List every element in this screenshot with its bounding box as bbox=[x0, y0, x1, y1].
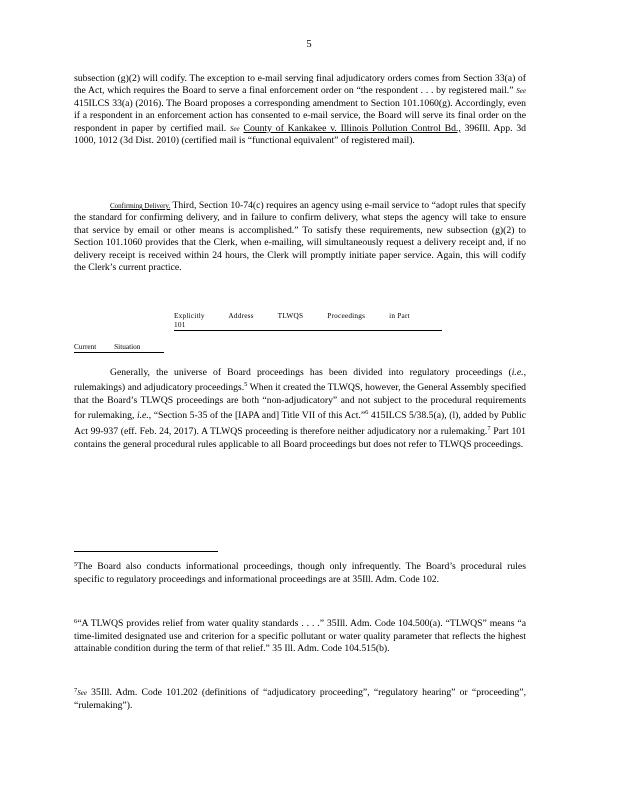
footnote-number: 6 bbox=[74, 618, 78, 625]
case-citation: County of Kankakee v. Illinois Pollution Control Bd., bbox=[243, 122, 461, 134]
ie-abbrev: i.e. bbox=[511, 367, 524, 378]
see-signal: See bbox=[77, 689, 87, 697]
subheading-word: Current bbox=[74, 342, 97, 351]
para3-text-2: , rulemakings) and adjudicatory proceedings. bbox=[74, 367, 526, 394]
paragraph-confirming-delivery bbox=[74, 200, 526, 274]
para3-text-1: Generally, the universe of Board proceedings has been divided into regulatory proceedings ( bbox=[110, 367, 512, 378]
page-number: 5 bbox=[306, 39, 312, 50]
footnote-5 bbox=[74, 559, 526, 586]
ie-abbrev: i.e. bbox=[136, 410, 149, 422]
para1-text-1: subsection (g)(2) will codify. The exception to e-mail serving final adjudicatory orders comes from Section 33(a) of the Act, which requires the Board to serve a final enforcement order on “the respondent . . . by registered mail.” bbox=[74, 73, 526, 97]
section-heading bbox=[174, 311, 442, 331]
footnote-6 bbox=[74, 616, 526, 656]
heading-word: Proceedings bbox=[327, 311, 366, 320]
para1-text-2: 415ILCS 33(a) (2016). The Board proposes a corresponding amendment to Section 101.1060(g). Accordingly, even if a respondent in an enforcement action has consented to e-mail service, the Board will serve its final order on the respondent in paper by certified mail. bbox=[74, 97, 526, 134]
see-signal: See bbox=[229, 124, 240, 133]
subsection-heading bbox=[74, 342, 164, 353]
see-signal: See bbox=[516, 87, 526, 96]
footnote-ref-7[interactable]: 7 bbox=[487, 425, 491, 433]
footnote-text: “A TLWQS provides relief from water quality standards . . . .” 35Ill. Adm. Code 104.500(a). “TLWQS” means “a time-limited designated use and criterion for a specific pollutant or water quality parameter that reflects the highest attainable condition during the term of that relief.” 35 Ill. Adm. Code 104.515(b). bbox=[74, 618, 526, 655]
heading-word: 101 bbox=[174, 320, 186, 329]
heading-word: TLWQS bbox=[277, 311, 304, 320]
footnote-ref-5[interactable]: 5 bbox=[244, 381, 248, 389]
paragraph-current-situation bbox=[74, 367, 526, 451]
confirming-delivery-heading: Confirming Delivery. bbox=[110, 202, 171, 210]
heading-word: in Part bbox=[389, 311, 410, 320]
footnote-ref-6[interactable]: 6 bbox=[365, 409, 369, 417]
heading-word: Explicitly bbox=[174, 311, 205, 320]
para3-text-6: Part 101 contains the general procedural rules applicable to all Board proceedings but does not refer to TLWQS proceedings. bbox=[74, 426, 526, 450]
paragraph-service-exception bbox=[74, 73, 526, 147]
footnote-number: 7 bbox=[74, 687, 78, 694]
para1-text-3: 396Ill. App. 3d 1000, 1012 (3d Dist. 2010) (certified mail is “functional equivalent” of registered mail). bbox=[74, 122, 527, 147]
para3-text-5: 415ILCS 5/38.5(a), (l), added by Public Act 99-937 (eff. Feb. 24, 2017). A TLWQS proceeding is therefore neither adjudicatory nor a rulemaking. bbox=[74, 410, 526, 438]
footnote-text: The Board also conducts informational proceedings, though only infrequently. The Board’s procedural rules specific to regulatory proceedings and informational proceedings are at 35Ill. Adm. Code 102. bbox=[74, 561, 526, 585]
footnote-7 bbox=[74, 685, 526, 712]
para3-text-4: , “Section 5-35 of the [IAPA and] Title VII of this Act.” bbox=[148, 410, 366, 422]
footnote-separator bbox=[74, 551, 218, 552]
heading-word: Address bbox=[228, 311, 254, 320]
subheading-word: Situation bbox=[114, 342, 141, 351]
footnote-number: 5 bbox=[74, 561, 78, 568]
para3-text-3: When it created the TLWQS, however, the General Assembly specified that the Board’s TLWQS proceedings are both “non-adjudicatory” and not subject to the procedural requirements for rulemaking, bbox=[74, 382, 526, 422]
para2-text: Third, Section 10-74(c) requires an agency using e-mail service to “adopt rules that specify the standard for confirming delivery, and in failure to confirm delivery, what steps the agency will take to ensure that service by email or other means is accomplished.” To satisfy these requirements, new subsection (g)(2) to Section 101.1060 provides that the Clerk, when e-mailing, will simultaneously request a delivery receipt and, if no delivery receipt is received within 24 hours, the Clerk will promptly initiate paper service. Again, this will codify the Clerk’s current practice. bbox=[74, 200, 527, 274]
footnote-text: 35Ill. Adm. Code 101.202 (definitions of “adjudicatory proceeding”, “regulatory hearing” or “proceeding”, “rulemaking”). bbox=[74, 687, 526, 711]
